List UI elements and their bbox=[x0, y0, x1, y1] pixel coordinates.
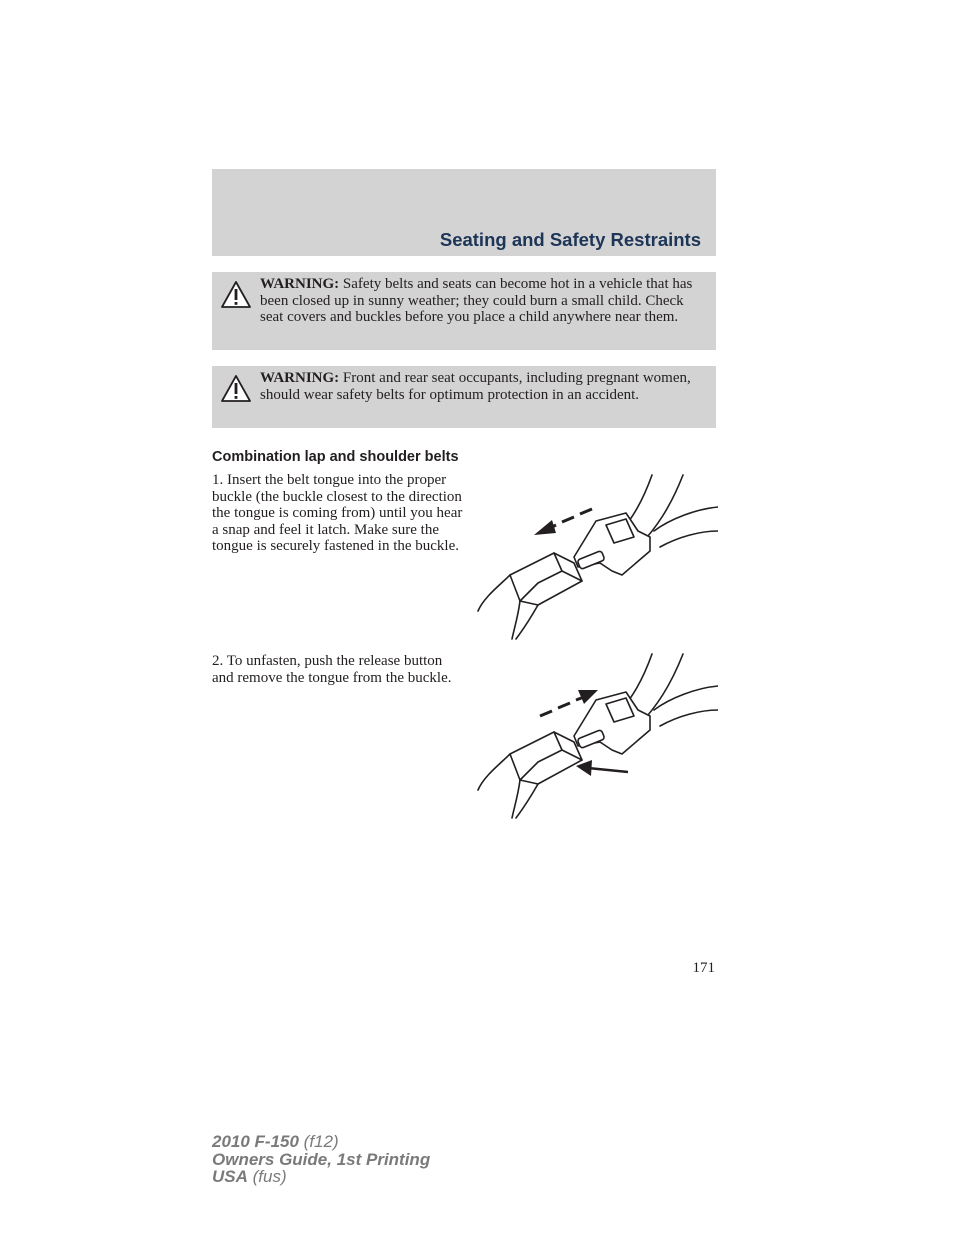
footer-model: 2010 F-150 bbox=[212, 1132, 299, 1151]
step-2-text: 2. To unfasten, push the release button and remove the tongue from the buckle. bbox=[212, 653, 452, 686]
footer-line-2: Owners Guide, 1st Printing bbox=[212, 1149, 431, 1169]
footer-model-code: (f12) bbox=[298, 1132, 339, 1151]
footer-line-3 bbox=[212, 1168, 430, 1186]
page-number: 171 bbox=[692, 960, 715, 976]
warning-triangle-icon bbox=[220, 280, 252, 310]
warning-label: WARNING: bbox=[260, 276, 340, 292]
section-title: Seating and Safety Restraints bbox=[439, 229, 701, 250]
section-header-band bbox=[212, 169, 716, 256]
step-1-text: 1. Insert the belt tongue into the proper buckle (the buckle closest to the direction the tongue is coming from) until you hear a snap and feel it latch. Make sure the tongue is securely fastened in the buckle. bbox=[212, 472, 463, 554]
warning-text: Front and rear seat occupants, including pregnant women, should wear safety belts for optimum protection in an accident. bbox=[260, 370, 691, 403]
warning-box-occupants bbox=[212, 366, 716, 428]
warning-triangle-icon bbox=[220, 374, 252, 404]
buckle-release-illustration bbox=[474, 652, 718, 820]
footer-market: USA bbox=[212, 1167, 248, 1186]
warning-text: Safety belts and seats can become hot in a vehicle that has been closed up in sunny weather; they could burn a small child. Check seat covers and buckles before you place a child anywhere near them. bbox=[260, 276, 693, 326]
footer-edition-info bbox=[212, 1133, 430, 1186]
warning-box-hot-seats bbox=[212, 272, 716, 350]
footer-market-code: (fus) bbox=[247, 1167, 287, 1186]
buckle-insert-illustration bbox=[474, 473, 718, 641]
section-heading: Combination lap and shoulder belts bbox=[212, 449, 459, 465]
warning-label: WARNING: bbox=[260, 370, 340, 386]
footer-line-1 bbox=[212, 1133, 430, 1151]
